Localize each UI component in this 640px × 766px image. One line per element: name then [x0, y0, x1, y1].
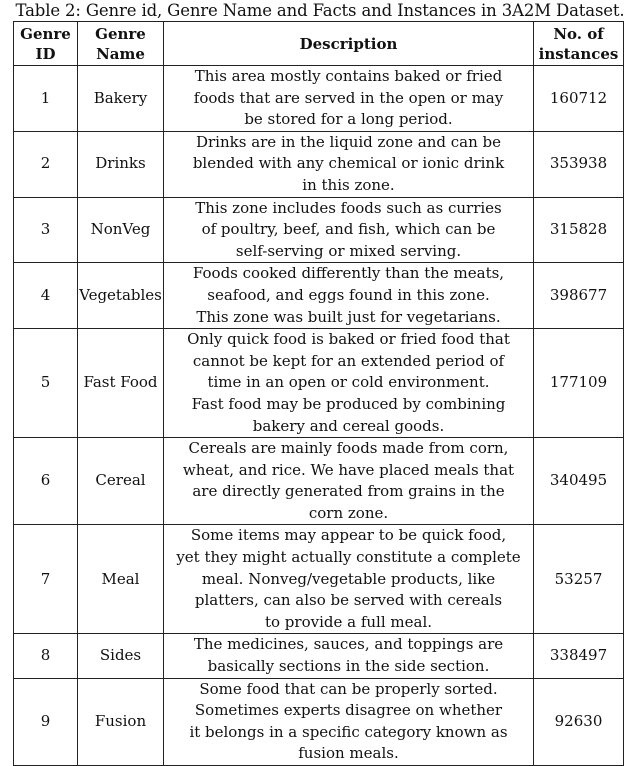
description-cell	[164, 678, 534, 765]
header-description: Description	[164, 22, 534, 66]
genre-id-cell: 4	[14, 263, 78, 329]
header-genre-name	[78, 22, 164, 66]
description-cell	[164, 66, 534, 132]
description-line: The medicines, sauces, and toppings are	[193, 635, 504, 654]
table-caption: Table 2: Genre id, Genre Name and Facts and Instances in 3A2M Dataset.	[15, 1, 625, 20]
description-line: Foods cooked differently than the meats,	[192, 264, 505, 283]
description-line: seafood, and eggs found in this zone.	[207, 285, 490, 304]
description-line: bakery and cereal goods.	[252, 416, 445, 435]
description-line: This area mostly contains baked or fried	[194, 67, 503, 85]
description-line: blended with any chemical or ionic drink	[192, 154, 505, 173]
header-instances-line: instances	[538, 44, 619, 63]
genre-name-cell: Fast Food	[78, 329, 164, 438]
description-cell	[164, 131, 534, 197]
instances-cell: 315828	[534, 197, 624, 263]
table-row	[14, 678, 624, 765]
table-row	[14, 263, 624, 329]
description-line: wheat, and rice. We have placed meals that	[182, 460, 515, 479]
description-line: time in an open or cold environment.	[207, 373, 490, 392]
table-row	[14, 438, 624, 525]
genre-id-cell: 7	[14, 525, 78, 634]
description-cell	[164, 634, 534, 678]
description-cell	[164, 525, 534, 634]
description-line: of poultry, beef, and fish, which can be	[201, 220, 496, 239]
instances-cell: 53257	[534, 525, 624, 634]
instances-cell: 353938	[534, 131, 624, 197]
header-genre-id-line: ID	[35, 44, 56, 63]
description-line: foods that are served in the open or may	[193, 88, 504, 107]
description-line: basically sections in the side section.	[207, 657, 490, 676]
description-line: This zone was built just for vegetarians.	[196, 307, 501, 326]
header-instances-line: No. of	[553, 24, 604, 43]
description-line: yet they might actually constitute a complete	[176, 548, 521, 567]
instances-cell: 340495	[534, 438, 624, 525]
header-genre-id	[14, 22, 78, 66]
description-line: meal. Nonveg/vegetable products, like	[201, 569, 496, 588]
genre-name-cell: Meal	[78, 525, 164, 634]
description-line: cannot be kept for an extended period of	[192, 351, 505, 370]
description-cell	[164, 329, 534, 438]
genre-name-cell: Sides	[78, 634, 164, 678]
description-line: be stored for a long period.	[244, 110, 453, 129]
description-line: Fast food may be produced by combining	[191, 394, 506, 413]
genre-name-cell: NonVeg	[78, 197, 164, 263]
description-line: Only quick food is baked or fried food that	[187, 330, 510, 349]
description-line: to provide a full meal.	[264, 612, 433, 631]
description-line: corn zone.	[308, 503, 389, 522]
instances-cell: 177109	[534, 329, 624, 438]
genre-id-cell: 6	[14, 438, 78, 525]
genre-table	[13, 21, 624, 766]
genre-name-cell: Fusion	[78, 678, 164, 765]
header-genre-name-line: Genre	[95, 24, 146, 43]
genre-id-cell: 1	[14, 66, 78, 132]
description-cell	[164, 197, 534, 263]
table-row	[14, 329, 624, 438]
description-line: Cereals are mainly foods made from corn,	[188, 439, 509, 458]
table-row	[14, 131, 624, 197]
description-line: platters, can also be served with cereals	[194, 591, 503, 610]
instances-cell: 338497	[534, 634, 624, 678]
description-line: it belongs in a specific category known as	[189, 722, 508, 741]
table-row	[14, 634, 624, 678]
table-row	[14, 197, 624, 263]
description-cell	[164, 438, 534, 525]
description-line: Drinks are in the liquid zone and can be	[195, 132, 502, 151]
description-line: Some food that can be properly sorted.	[199, 679, 498, 698]
genre-id-cell: 9	[14, 678, 78, 765]
instances-cell: 398677	[534, 263, 624, 329]
genre-id-cell: 2	[14, 131, 78, 197]
description-line: Some items may appear to be quick food,	[190, 526, 507, 545]
table-row	[14, 66, 624, 132]
genre-id-cell: 5	[14, 329, 78, 438]
description-cell	[164, 263, 534, 329]
genre-name-cell: Cereal	[78, 438, 164, 525]
genre-name-cell: Bakery	[78, 66, 164, 132]
header-genre-id-line: Genre	[20, 24, 71, 43]
instances-cell: 92630	[534, 678, 624, 765]
genre-id-cell: 8	[14, 634, 78, 678]
description-line: are directly generated from grains in the	[192, 482, 505, 501]
table-body	[14, 66, 624, 766]
table-row	[14, 525, 624, 634]
instances-cell: 160712	[534, 66, 624, 132]
genre-name-cell: Vegetables	[78, 263, 164, 329]
description-line: This zone includes foods such as curries	[195, 198, 502, 217]
description-line: Sometimes experts disagree on whether	[194, 701, 503, 720]
description-line: fusion meals.	[298, 744, 399, 763]
header-row	[14, 22, 624, 66]
genre-id-cell: 3	[14, 197, 78, 263]
header-genre-name-line: Name	[96, 44, 145, 63]
description-line: self-serving or mixed serving.	[235, 241, 462, 260]
description-line: in this zone.	[302, 175, 395, 194]
genre-name-cell: Drinks	[78, 131, 164, 197]
header-instances	[534, 22, 624, 66]
